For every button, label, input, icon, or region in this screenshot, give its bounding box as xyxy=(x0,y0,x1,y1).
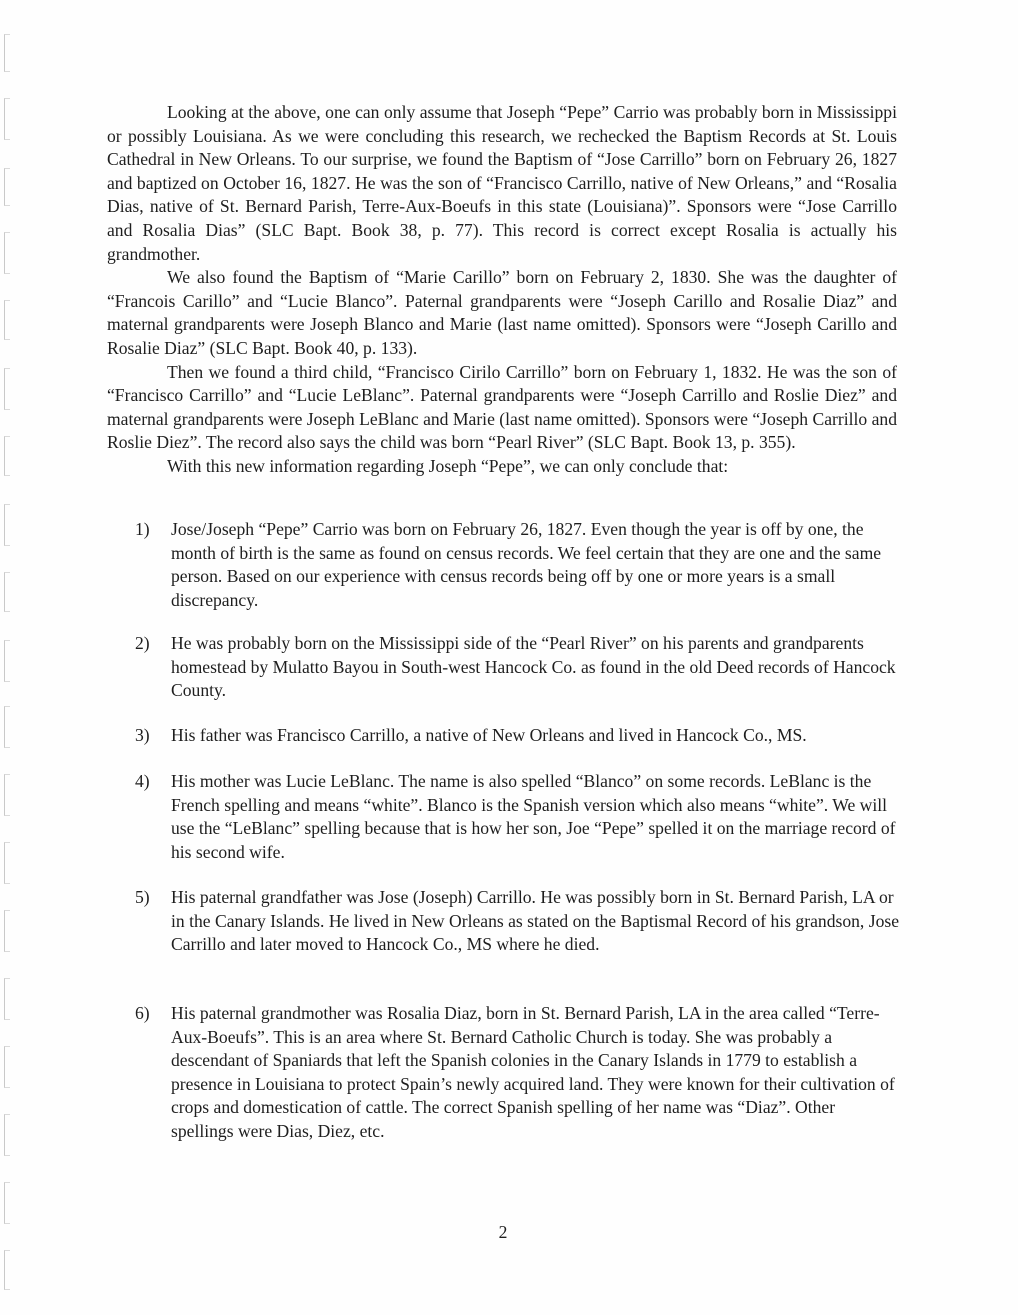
binding-mark xyxy=(4,436,10,476)
list-item-number: 5) xyxy=(135,887,150,907)
list-item xyxy=(135,886,900,957)
list-item-text: His father was Francisco Carrillo, a native of New Orleans and lived in Hancock Co., MS. xyxy=(171,725,807,745)
binding-mark xyxy=(4,842,10,884)
binding-mark xyxy=(4,978,10,1020)
binding-mark xyxy=(4,910,10,952)
list-item xyxy=(135,724,900,748)
list-item-number: 1) xyxy=(135,519,150,539)
list-item-text: His mother was Lucie LeBlanc. The name is also spelled “Blanco” on some records. LeBlanc is the French spelling and means “white”. Blanco is the Spanish version which also means “white”. We will use the “LeBlanc” spelling because that is how her son, Joe “Pepe” spelled it on the marriage record of his second wife. xyxy=(171,771,896,862)
list-item-text: His paternal grandfather was Jose (Joseph) Carrillo. He was possibly born in St. Bernard Parish, LA or in the Canary Islands. He lived in New Orleans as stated on the Baptismal Record of his grandson, Jose Carrillo and later moved to Hancock Co., MS where he died. xyxy=(171,887,900,955)
binding-mark xyxy=(4,572,10,612)
list-item-text: Jose/Joseph “Pepe” Carrio was born on February 26, 1827. Even though the year is off by one, the month of birth is the same as found on census records. We feel certain that they are one and the same person. Based on our experience with census records being off by one or more years is a small discrepancy. xyxy=(171,519,882,610)
binding-mark xyxy=(4,706,10,748)
binding-mark xyxy=(4,1046,10,1088)
list-item-number: 4) xyxy=(135,771,150,791)
binding-mark xyxy=(4,640,10,682)
binding-mark xyxy=(4,1114,10,1156)
list-item xyxy=(135,770,900,864)
list-item-number: 3) xyxy=(135,725,150,745)
binding-mark xyxy=(4,368,10,410)
binding-mark xyxy=(4,168,10,206)
binding-marks xyxy=(0,0,12,1315)
binding-mark xyxy=(4,34,10,72)
list-item xyxy=(135,1002,900,1144)
list-item-text: His paternal grandmother was Rosalia Diaz, born in St. Bernard Parish, LA in the area called “Terre-Aux-Boeufs”. This is an area where St. Bernard Catholic Church is today. She was probably a descendant of Spaniards that left the Spanish colonies in the Canary Islands in 1779 to establish a presence in Louisiana to protect Spain’s newly acquired land. They were known for their cultivation of crops and domestication of cattle. The correct Spanish spelling of her name was “Diaz”. Other spellings were Dias, Diez, etc. xyxy=(171,1003,895,1141)
conclusion-intro: With this new information regarding Joseph “Pepe”, we can only conclude that: xyxy=(167,455,729,476)
list-item-number: 2) xyxy=(135,633,150,653)
list-item xyxy=(135,632,900,703)
list-item xyxy=(135,518,900,612)
binding-mark xyxy=(4,774,10,816)
paragraph-pepe-birthplace: Looking at the above, one can only assume that Joseph “Pepe” Carrio was probably born in Mississippi or possibly Louisiana. As we were concluding this research, we rechecked the Baptism Records at St. Louis Cathedral in New Orleans. To our surprise, we found the Baptism of “Jose Carrillo” born on February 26, 1827 and baptized on October 16, 1827. He was the son of “Francisco Carrillo, native of New Orleans,” and “Rosalia Dias, native of St. Bernard Parish, Terre-Aux-Boeufs in this state (Louisiana)”. Sponsors were “Jose Carrillo and Rosalia Dias” (SLC Bapt. Book 38, p. 77). This record is correct except Rosalia is actually his grandmother. xyxy=(107,102,897,264)
binding-mark xyxy=(4,300,10,340)
binding-mark xyxy=(4,1182,10,1224)
binding-mark xyxy=(4,232,10,274)
list-item-text: He was probably born on the Mississippi side of the “Pearl River” on his parents and grandparents homestead by Mulatto Bayou in South-west Hancock Co. as found in the old Deed records of Hancock County. xyxy=(171,633,896,701)
binding-mark xyxy=(4,1250,10,1290)
list-item-number: 6) xyxy=(135,1003,150,1023)
paragraph-marie-carillo: We also found the Baptism of “Marie Carillo” born on February 2, 1830. She was the daughter of “Francois Carillo” and “Lucie Blanco”. Paternal grandparents were “Joseph Carillo and Rosalie Diaz” and maternal grandparents were Joseph Blanco and Marie (last name omitted). Sponsors were “Joseph Carillo and Rosalie Diaz” (SLC Bapt. Book 40, p. 133). xyxy=(107,267,897,358)
binding-mark xyxy=(4,98,10,140)
binding-mark xyxy=(4,504,10,546)
page-number: 2 xyxy=(498,1222,508,1242)
body-text xyxy=(107,101,897,479)
paragraph-third-child: Then we found a third child, “Francisco Cirilo Carrillo” born on February 1, 1832. He was the son of “Francisco Carrillo” and “Lucie LeBlanc”. Paternal grandparents were “Joseph Carrillo and Roslie Diez” and maternal grandparents were Joseph LeBlanc and Marie (last name omitted). Sponsors were “Joseph Carrillo and Roslie Diez”. The record also says the child was born “Pearl River” (SLC Bapt. Book 13, p. 355). xyxy=(107,361,898,453)
